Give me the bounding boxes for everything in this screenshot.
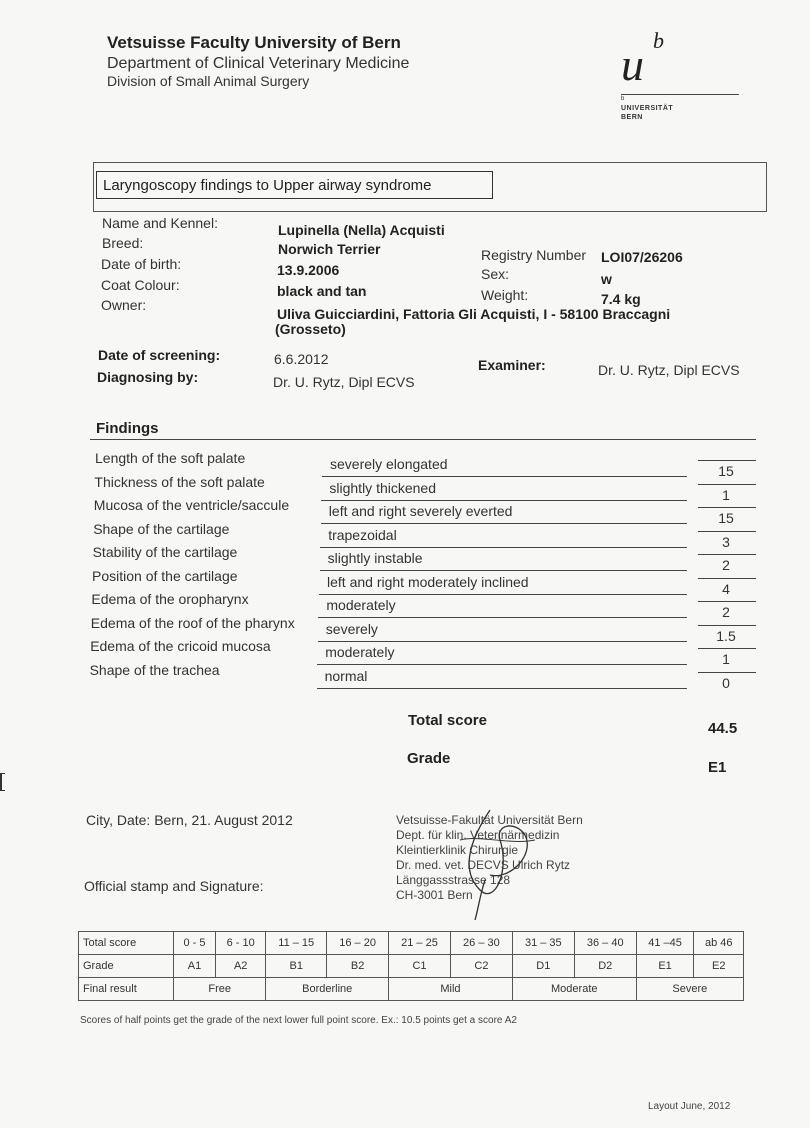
finding-value-rule <box>317 688 687 689</box>
row-header-total: Total score <box>79 932 174 955</box>
department-name: Department of Clinical Veterinary Medicine <box>107 55 410 72</box>
finding-score-rule <box>698 507 756 508</box>
finding-score-rule <box>698 648 756 649</box>
sex-label: Sex: <box>481 266 510 282</box>
grade-table <box>78 931 744 1001</box>
total-score-label: Total score <box>408 712 487 729</box>
finding-value-rule <box>320 570 687 571</box>
findings-rule <box>90 439 756 440</box>
finding-score: 2 <box>722 557 730 573</box>
sex-value: w <box>601 271 612 287</box>
finding-value: slightly thickened <box>329 479 437 496</box>
handwritten-signature <box>440 800 550 925</box>
grade-cell: B2 <box>327 955 389 978</box>
weight-value: 7.4 kg <box>601 291 641 307</box>
result-cell: Borderline <box>266 978 389 1001</box>
logo-superscript: b <box>653 28 664 53</box>
finding-label: Length of the soft palate <box>95 450 246 466</box>
logo-small-b: b <box>621 96 625 102</box>
grade-value: E1 <box>708 759 727 776</box>
registry-label: Registry Number <box>481 247 587 263</box>
finding-score: 3 <box>722 533 730 550</box>
weight-label: Weight: <box>481 287 529 303</box>
findings-heading: Findings <box>96 420 159 437</box>
dob-label: Date of birth: <box>101 256 182 272</box>
margin-mark <box>0 773 5 791</box>
grade-label: Grade <box>407 750 451 767</box>
grade-cell: B1 <box>266 955 327 978</box>
finding-score-rule <box>698 554 756 555</box>
range-cell: 11 – 15 <box>266 932 327 955</box>
result-cell: Mild <box>389 978 513 1001</box>
finding-score-rule <box>698 601 756 602</box>
stamp-line: Kleintierklinik Chirurgie <box>396 843 519 857</box>
finding-label: Edema of the roof of the pharynx <box>90 614 295 631</box>
table-row <box>79 955 744 978</box>
logo-letter: u <box>621 39 644 90</box>
breed-value: Norwich Terrier <box>278 241 381 257</box>
finding-value-rule <box>317 664 687 665</box>
finding-score: 15 <box>718 510 734 526</box>
finding-value: left and right moderately inclined <box>327 573 529 590</box>
finding-value-rule <box>320 547 687 548</box>
finding-score-rule <box>698 672 756 673</box>
finding-score: 1 <box>722 651 730 667</box>
finding-label: Stability of the cartilage <box>92 544 238 560</box>
range-cell: 6 - 10 <box>216 932 266 955</box>
finding-score-rule <box>698 578 756 579</box>
university-logo <box>615 28 745 123</box>
finding-label: Edema of the oropharynx <box>91 591 249 607</box>
grade-cell: E1 <box>636 955 694 978</box>
grade-cell: C1 <box>389 955 451 978</box>
diagnosing-label: Diagnosing by: <box>97 369 199 385</box>
stamp-line: CH-3001 Bern <box>396 888 473 902</box>
result-cell: Free <box>174 978 266 1001</box>
diagnosing-value: Dr. U. Rytz, Dipl ECVS <box>273 374 415 390</box>
registry-value: LOI07/26206 <box>601 249 683 265</box>
finding-value: moderately <box>325 644 395 660</box>
range-cell: 31 – 35 <box>512 932 574 955</box>
finding-value: slightly instable <box>327 550 423 566</box>
finding-value: normal <box>324 667 368 684</box>
footnote: Scores of half points get the grade of the next lower full point score. Ex.: 10.5 points get a score A2 <box>80 1015 517 1026</box>
finding-value-rule <box>318 641 687 642</box>
range-cell: 26 – 30 <box>450 932 512 955</box>
finding-label: Mucosa of the ventricle/saccule <box>93 497 290 513</box>
finding-label: Position of the cartilage <box>92 567 238 584</box>
stamp-line: Länggassstrasse 128 <box>396 873 511 887</box>
finding-value: severely <box>325 620 378 637</box>
finding-score-rule <box>698 460 756 461</box>
finding-label: Thickness of the soft palate <box>94 473 265 490</box>
finding-label: Shape of the cartilage <box>93 520 230 537</box>
page-title: Laryngoscopy findings to Upper airway syndrome <box>103 177 432 194</box>
institution-name: Vetsuisse Faculty University of Bern <box>107 33 401 52</box>
finding-value: left and right severely everted <box>328 503 513 519</box>
range-cell: ab 46 <box>694 932 744 955</box>
stamp-line: Dept. für klin. Veterinärmedizin <box>396 828 560 842</box>
breed-label: Breed: <box>102 235 144 251</box>
finding-label: Shape of the trachea <box>89 661 220 678</box>
finding-value-rule <box>318 617 687 618</box>
finding-score: 4 <box>722 580 730 597</box>
name-value: Lupinella (Nella) Acquisti <box>278 222 445 238</box>
logo-universitaet: UNIVERSITÄT <box>621 105 674 112</box>
finding-label: Edema of the cricoid mucosa <box>90 638 271 654</box>
range-cell: 21 – 25 <box>389 932 451 955</box>
finding-value-rule <box>321 500 687 501</box>
row-header-grade: Grade <box>79 955 174 978</box>
range-cell: 36 – 40 <box>574 932 636 955</box>
finding-value-rule <box>321 523 687 524</box>
range-cell: 41 –45 <box>636 932 694 955</box>
coat-value: black and tan <box>277 283 367 299</box>
owner-label: Owner: <box>101 297 147 313</box>
stamp-line: Vetsuisse-Fakultät Universität Bern <box>396 813 583 827</box>
dob-value: 13.9.2006 <box>277 262 340 278</box>
owner-value-line2: (Grosseto) <box>275 321 346 337</box>
total-score-value: 44.5 <box>708 720 738 737</box>
owner-value-line1: Uliva Guicciardini, Fattoria Gli Acquisti, I - 58100 Braccagni <box>277 306 671 322</box>
division-name: Division of Small Animal Surgery <box>107 73 310 89</box>
row-header-final: Final result <box>79 978 174 1001</box>
screening-date-value: 6.6.2012 <box>274 351 329 367</box>
finding-score: 0 <box>722 674 730 691</box>
range-cell: 16 – 20 <box>327 932 389 955</box>
finding-score-rule <box>698 625 756 626</box>
finding-score-rule <box>698 531 756 532</box>
grade-cell: E2 <box>694 955 744 978</box>
logo-rule <box>621 94 739 95</box>
table-row <box>79 932 744 955</box>
screening-date-label: Date of screening: <box>98 347 221 363</box>
examiner-value: Dr. U. Rytz, Dipl ECVS <box>598 362 740 378</box>
finding-score: 1 <box>722 486 730 503</box>
coat-label: Coat Colour: <box>101 277 180 293</box>
result-cell: Moderate <box>512 978 636 1001</box>
finding-value-rule <box>319 594 687 595</box>
finding-value: trapezoidal <box>328 526 397 543</box>
layout-note: Layout June, 2012 <box>648 1101 731 1112</box>
stamp-label: Official stamp and Signature: <box>84 878 264 894</box>
grade-cell: A1 <box>174 955 216 978</box>
finding-value: moderately <box>326 597 396 613</box>
finding-score: 1.5 <box>716 627 736 644</box>
finding-value-rule <box>322 476 687 477</box>
grade-cell: A2 <box>216 955 266 978</box>
finding-value: severely elongated <box>330 456 448 472</box>
logo-bern: BERN <box>621 114 643 121</box>
table-row <box>79 978 744 1001</box>
result-cell: Severe <box>636 978 743 1001</box>
finding-score: 2 <box>722 604 730 620</box>
finding-score: 15 <box>718 463 734 479</box>
grade-cell: C2 <box>450 955 512 978</box>
grade-cell: D1 <box>512 955 574 978</box>
name-label: Name and Kennel: <box>102 215 218 231</box>
finding-score-rule <box>698 484 756 485</box>
city-date: City, Date: Bern, 21. August 2012 <box>86 812 293 828</box>
grade-cell: D2 <box>574 955 636 978</box>
range-cell: 0 - 5 <box>174 932 216 955</box>
examiner-label: Examiner: <box>478 357 546 373</box>
stamp-line: Dr. med. vet. DECVS Ulrich Rytz <box>396 858 571 872</box>
